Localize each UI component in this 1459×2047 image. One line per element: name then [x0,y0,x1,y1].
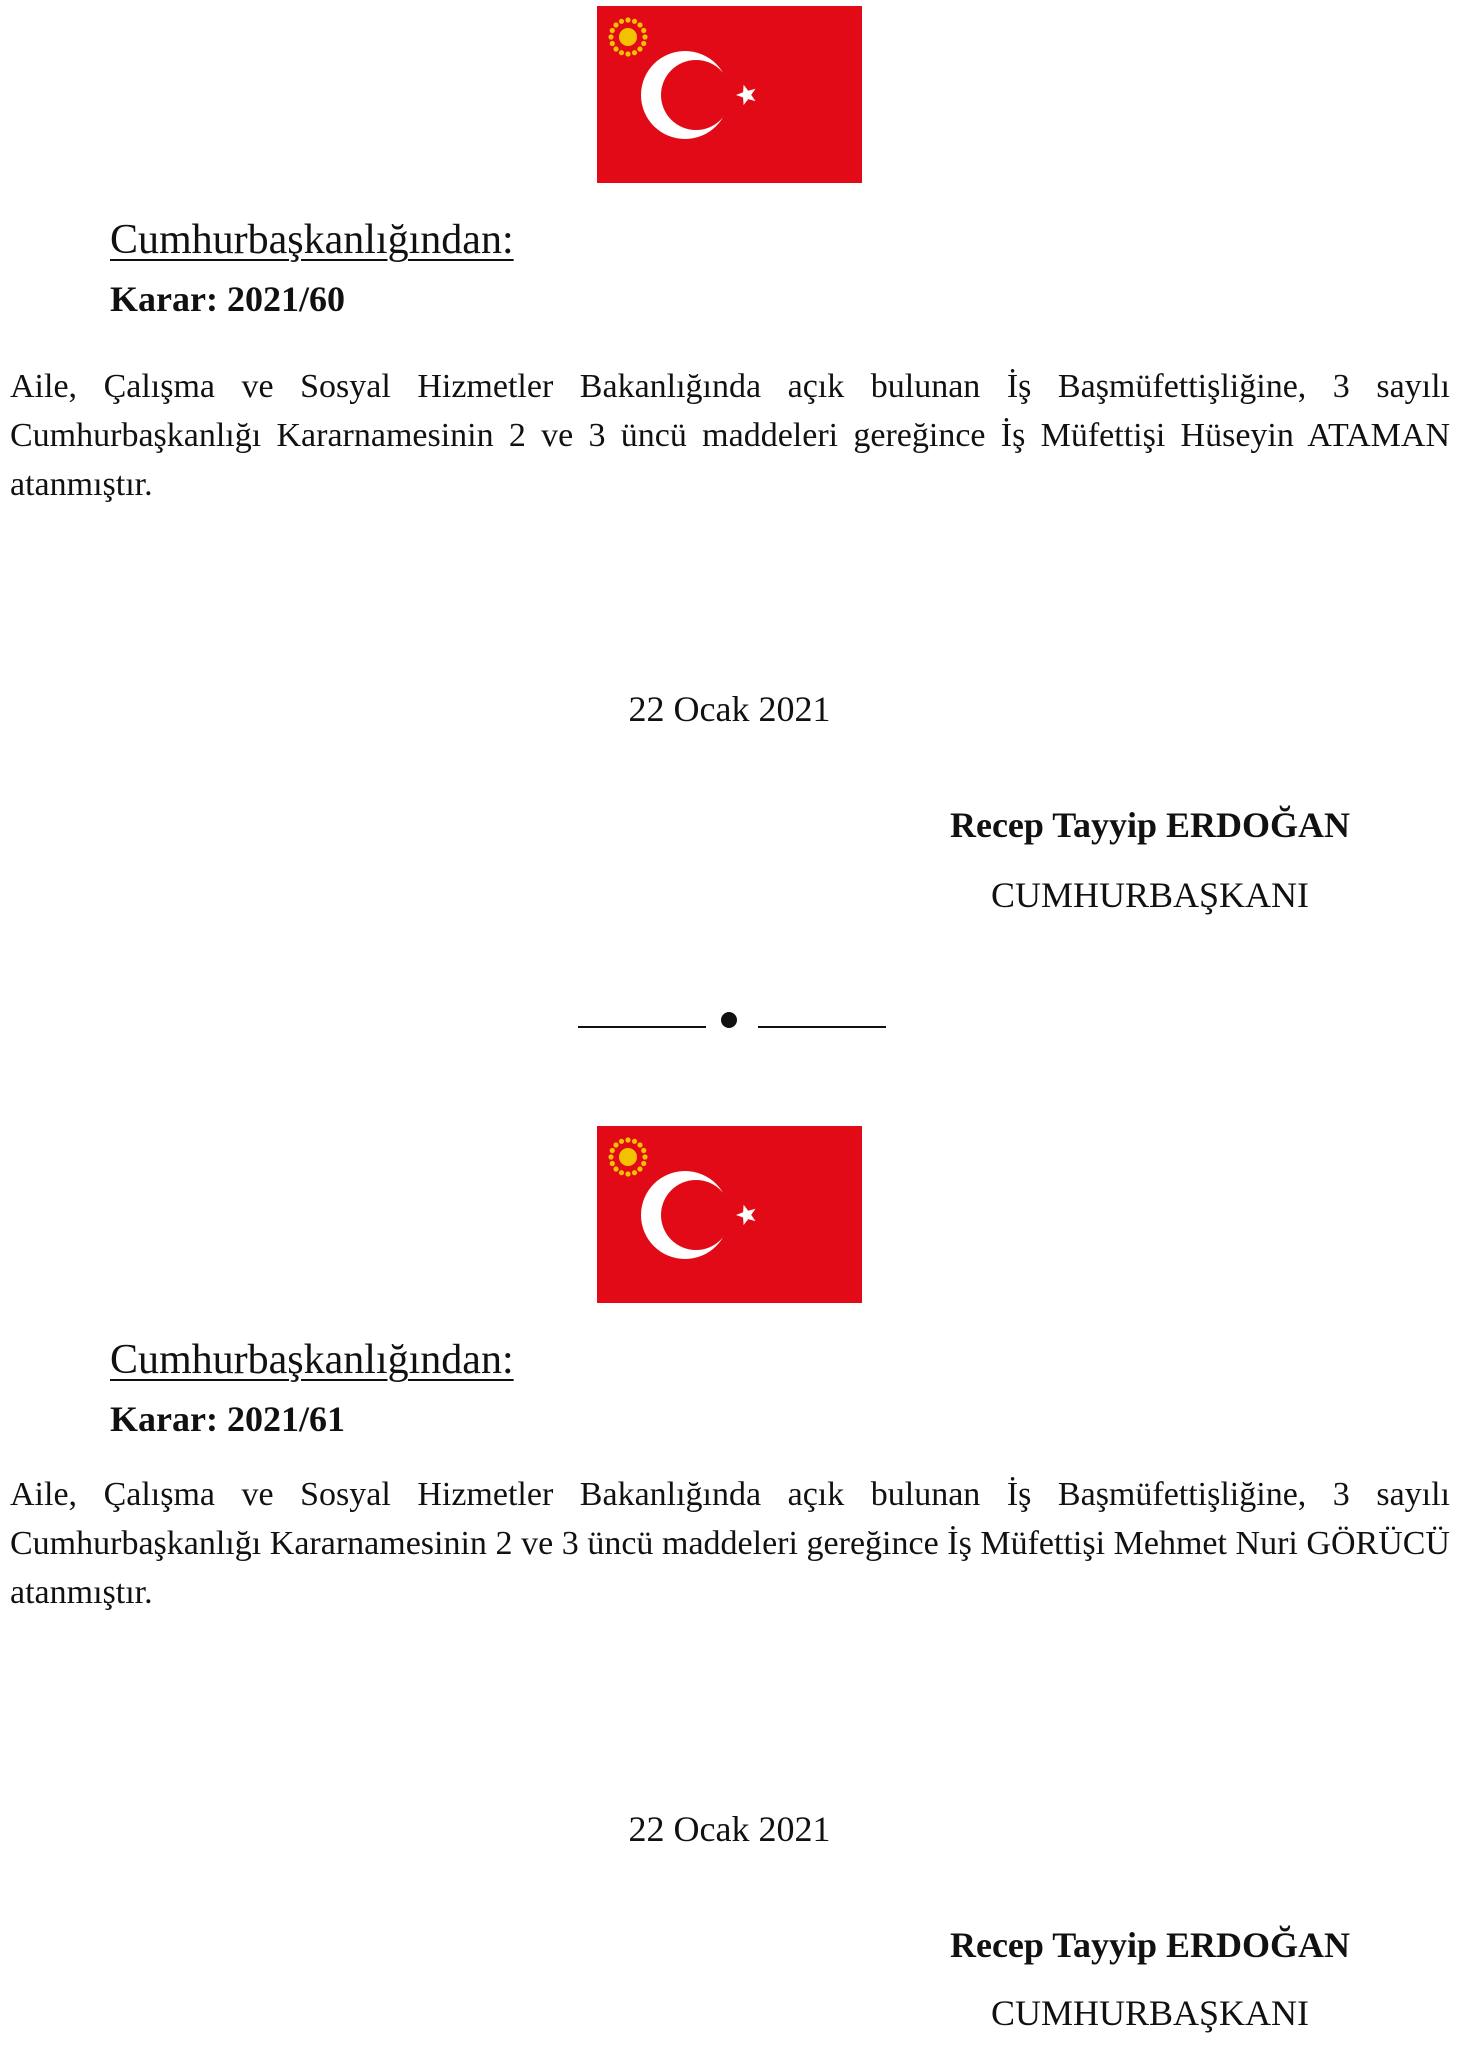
signer-title: CUMHURBAŞKANI [990,1993,1310,2033]
separator-line-right [758,1026,886,1028]
issuer-heading: Cumhurbaşkanlığından: [110,1337,514,1383]
decision-date: 22 Ocak 2021 [628,689,831,729]
signer-name: Recep Tayyip ERDOĞAN [949,805,1351,845]
signer-name: Recep Tayyip ERDOĞAN [949,1925,1351,1965]
signer-title: CUMHURBAŞKANI [990,875,1310,915]
section-separator [0,1007,1459,1037]
decision-number: Karar: 2021/60 [110,279,345,319]
turkish-flag-icon [597,1126,862,1303]
separator-line-left [578,1026,706,1028]
flag-graphic [597,6,862,183]
decision-body-text: Aile, Çalışma ve Sosyal Hizmetler Bakanlığında açık bulunan İş Başmüfettişliğine, 3 sayılı Cumhurbaşkanlığı Kararnamesinin 2 ve 3 üncü maddeleri gereğince İş Müfettişi Mehmet Nuri GÖRÜCÜ atanmıştır. [10,1476,1450,1611]
separator-dot [721,1012,737,1028]
issuer-heading: Cumhurbaşkanlığından: [110,217,514,263]
flag-graphic [597,1126,862,1303]
decision-date: 22 Ocak 2021 [628,1809,831,1849]
decision-body-text: Aile, Çalışma ve Sosyal Hizmetler Bakanlığında açık bulunan İş Başmüfettişliğine, 3 sayılı Cumhurbaşkanlığı Kararnamesinin 2 ve 3 üncü maddeleri gereğince İş Müfettişi Hüseyin ATAMAN atanmıştır. [10,368,1450,503]
turkish-flag-icon [597,6,862,183]
decision-number: Karar: 2021/61 [110,1399,345,1439]
